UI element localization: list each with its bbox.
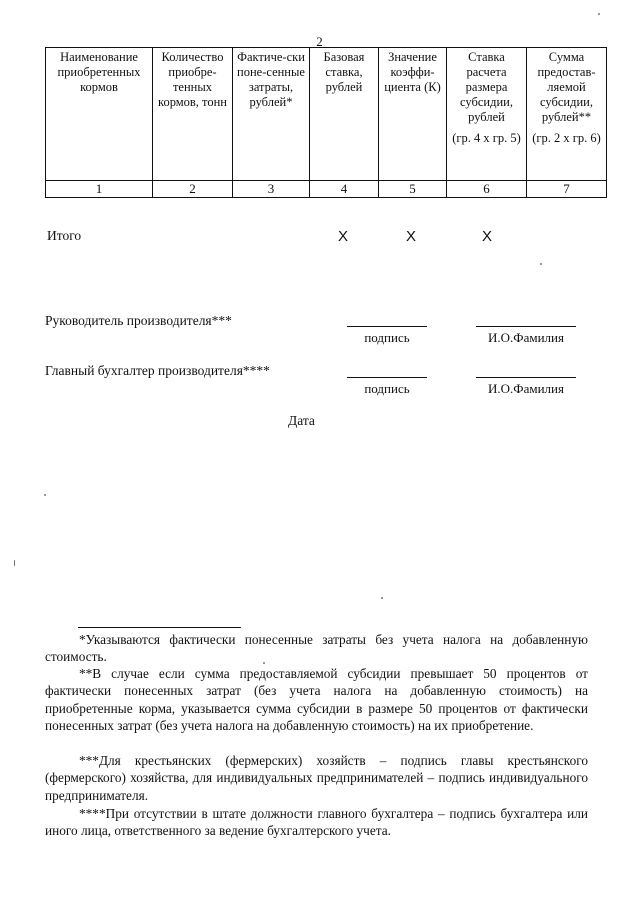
accountant-signature-caption: подпись [364, 381, 410, 396]
column-number: 5 [379, 181, 447, 198]
header-subsidy-rate: Ставка расчета размера субсидии, рублей (гр. 4 х гр. 5) [447, 48, 527, 181]
head-signature-caption: подпись [364, 330, 410, 345]
page-number: 2 [316, 34, 323, 49]
header-subsidy-amount-formula: (гр. 2 х гр. 6) [532, 131, 601, 145]
table-header-row [46, 48, 607, 181]
column-number: 2 [153, 181, 233, 198]
accountant-name-caption: И.О.Фамилия [488, 381, 564, 396]
accountant-name-line [476, 377, 576, 378]
footnote-1: *Указываются фактически понесенные затраты без учета налога на добавленную стоимость. [45, 632, 588, 665]
chief-accountant-label: Главный бухгалтер производителя**** [45, 363, 270, 378]
scan-speck [598, 13, 600, 15]
column-number-row [46, 181, 607, 198]
header-base-rate: Базовая ставка, рублей [310, 48, 379, 181]
total-col4-mark: Х [338, 228, 349, 245]
header-subsidy-rate-formula: (гр. 4 х гр. 5) [452, 131, 521, 145]
footnote-3: ***Для крестьянских (фермерских) хозяйств – подпись главы крестьянского (фермерского) хозяйства, для индивидуальных предпринимателей – подпись индивидуального предпринимателя. [45, 753, 588, 803]
footnote-separator [78, 627, 241, 628]
head-signature-line [347, 326, 427, 327]
column-number: 3 [233, 181, 310, 198]
scan-speck [263, 662, 265, 664]
header-quantity: Количество приобре-тенных кормов, тонн [153, 48, 233, 181]
total-label: Итого [47, 228, 82, 243]
scan-speck [381, 597, 383, 599]
column-number: 6 [447, 181, 527, 198]
head-name-caption: И.О.Фамилия [488, 330, 564, 345]
scan-speck [14, 560, 15, 566]
header-feed-name: Наименование приобретенных кормов [46, 48, 153, 181]
scan-speck [540, 263, 542, 265]
header-actual-costs: Фактиче-ски поне-сенные затраты, рублей* [233, 48, 310, 181]
accountant-signature-line [347, 377, 427, 378]
header-subsidy-amount: Сумма предостав-ляемой субсидии, рублей** (гр. 2 х гр. 6) [527, 48, 607, 181]
head-of-producer-label: Руководитель производителя*** [45, 313, 232, 328]
subsidy-calculation-table [45, 47, 607, 198]
column-number: 4 [310, 181, 379, 198]
total-col5-mark: Х [406, 228, 417, 245]
column-number: 1 [46, 181, 153, 198]
header-coefficient: Значение коэффи-циента (К) [379, 48, 447, 181]
total-col6-mark: Х [482, 228, 493, 245]
scan-speck [44, 494, 46, 496]
date-label: Дата [288, 413, 315, 428]
head-name-line [476, 326, 576, 327]
footnote-4: ****При отсутствии в штате должности главного бухгалтера – подпись бухгалтера или иного лица, ответственного за ведение бухгалтерского учета. [45, 806, 588, 839]
column-number: 7 [527, 181, 607, 198]
footnote-2: **В случае если сумма предоставляемой субсидии превышает 50 процентов от фактически понесенных затрат (без учета налога на добавленную стоимость) на приобретенные корма, указывается сумма субсидии в размере 50 процентов от фактически понесенных затрат (без учета налога на добавленную стоимость) на их приобретение. [45, 666, 588, 733]
